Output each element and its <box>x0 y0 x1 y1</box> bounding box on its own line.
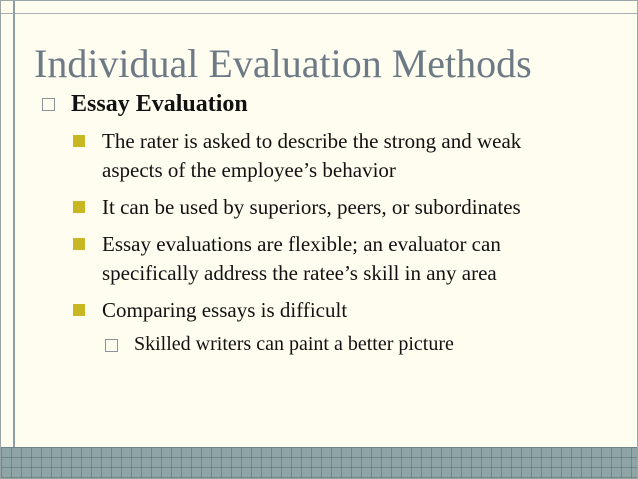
bullet-3-line-2: specifically address the ratee’s skill in any area <box>102 261 497 285</box>
bullet-1-line-2: aspects of the employee’s behavior <box>102 158 396 182</box>
filled-square-icon <box>73 304 85 316</box>
bullet-2-line-1: It can be used by superiors, peers, or subordinates <box>102 195 521 219</box>
filled-square-icon <box>73 238 85 250</box>
left-divider <box>13 1 15 447</box>
slide-title: Individual Evaluation Methods <box>34 41 532 86</box>
section-heading: Essay Evaluation <box>71 91 248 117</box>
hollow-square-icon <box>105 339 118 352</box>
bullet-3-line-1: Essay evaluations are flexible; an evaluator can <box>102 232 501 256</box>
top-divider <box>1 13 638 14</box>
sub-bullet-1: Skilled writers can paint a better picture <box>134 333 454 355</box>
filled-square-icon <box>73 135 85 147</box>
bullet-4-line-1: Comparing essays is difficult <box>102 298 348 322</box>
filled-square-icon <box>73 201 85 213</box>
footer-bar <box>1 447 637 479</box>
bullet-1-line-1: The rater is asked to describe the strong and weak <box>102 129 522 153</box>
hollow-square-icon <box>42 98 55 111</box>
